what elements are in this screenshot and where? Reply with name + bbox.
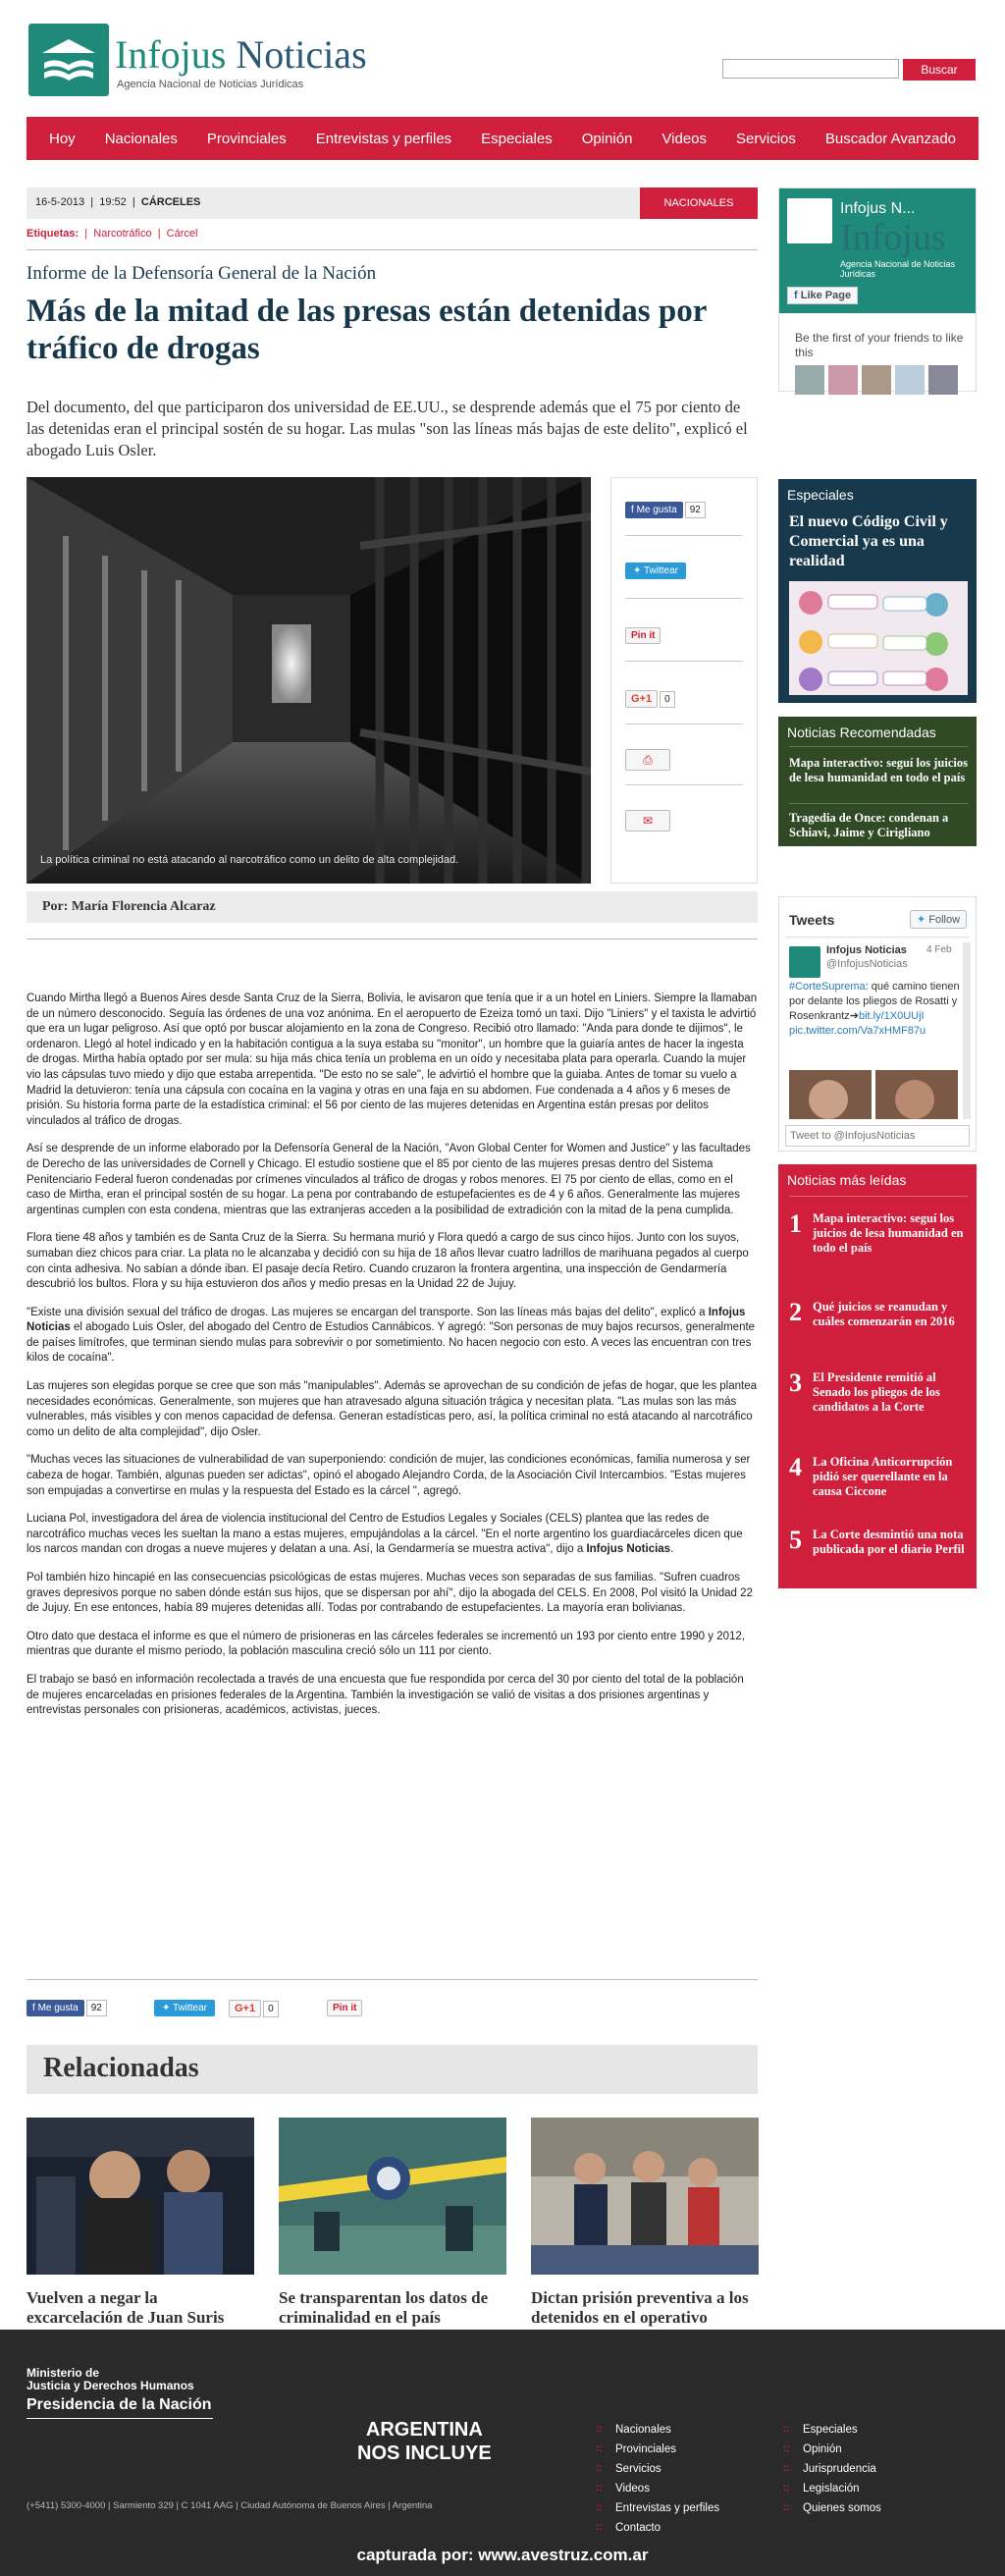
email-icon[interactable]: ✉ <box>625 810 670 832</box>
footer-link[interactable]: :: Provinciales <box>596 2440 719 2459</box>
divider <box>26 2418 213 2419</box>
google-plus-button[interactable]: G+1 <box>229 2000 261 2017</box>
divider <box>789 1196 968 1197</box>
footer-link[interactable]: :: Jurisprudencia <box>783 2459 881 2479</box>
site-title[interactable]: Infojus Noticias <box>115 32 367 77</box>
facebook-cover[interactable] <box>779 188 976 313</box>
tweet-date[interactable]: 4 Feb <box>926 944 952 955</box>
divider <box>789 746 968 747</box>
pin-it-button[interactable]: Pin it <box>327 2000 362 2016</box>
tweet-button[interactable]: ✦ Twittear <box>154 2000 215 2016</box>
divider <box>625 784 743 785</box>
nav-item-provinciales[interactable]: Provinciales <box>206 130 287 147</box>
recommended-item[interactable]: Mapa interactivo: seguí los juicios de lesa humanidad en todo el país <box>789 756 968 784</box>
article-paragraph: "Existe una división sexual del tráfico de drogas. Las mujeres se encargan del transporte. Son las líneas más bajas del delito", explicó a Infojus Noticias el abogado Luis Osler, del abogado del Centro de Estudios Cannábicos. Y agregó: "Son personas de muy bajos recursos, generalmente de países limítrofes, que terminan siendo mulas para sobrevivir o por sometimiento. No hacen negocio con esto. A veces las encuentran con tres kilos de cocaína". <box>26 1306 756 1365</box>
nav-item-entrevistas[interactable]: Entrevistas y perfiles <box>315 130 452 147</box>
tweet-text: #CorteSuprema: qué camino tienen por delante los pliegos de Rosatti y Rosenkrantz➔bit.ly/1X0UUjI pic.twitter.com/Va7xHMF87u <box>789 981 960 1037</box>
recommended-item[interactable]: Tragedia de Once: condenan a Schiavi, Jaime y Cirigliano <box>789 811 949 839</box>
tweet-link[interactable]: pic.twitter.com/Va7xHMF87u <box>789 1025 926 1037</box>
facebook-like-page-button[interactable]: f Like Page <box>787 287 858 304</box>
divider <box>625 598 743 599</box>
tweet-button[interactable]: ✦ Twittear <box>625 563 686 579</box>
twitter-bird-icon: ✦ <box>162 2003 171 2013</box>
facebook-like-group <box>26 2000 107 2016</box>
divider <box>625 535 743 536</box>
site-footer <box>0 2330 1005 2576</box>
article-headline: Más de la mitad de las presas están detenidas por tráfico de drogas <box>26 294 707 366</box>
tweet-link[interactable]: bit.ly/1X0UUjI <box>858 1010 925 1022</box>
footer-link[interactable]: :: Opinión <box>783 2440 881 2459</box>
nav-item-nacionales[interactable]: Nacionales <box>104 130 178 147</box>
tweet-to-input[interactable]: Tweet to @InfojusNoticias <box>785 1125 970 1147</box>
site-header <box>26 24 979 98</box>
related-title[interactable]: Vuelven a negar la excarcelación de Juan Suris <box>26 2288 225 2327</box>
article-lede: Del documento, del que participaron dos universidad de EE.UU., se desprende además que el 75 por ciento de las detenidas eran el principal sostén de su hogar. Las mulas "son las líneas más bajas de este delito", explicó el abogado Luis Osler. <box>26 398 748 459</box>
most-read-heading: Noticias más leídas <box>787 1172 907 1188</box>
google-plus-button[interactable]: G+1 <box>625 690 658 708</box>
main-nav <box>26 117 979 160</box>
nav-item-videos[interactable]: Videos <box>661 130 708 147</box>
recommended-heading: Noticias Recomendadas <box>787 724 936 740</box>
capture-credit: capturada por: www.avestruz.com.ar <box>356 2546 649 2564</box>
article-paragraph: "Muchas veces las situaciones de vulnerabilidad de van superponiendo: condición de mujer, las condiciones económicas, familia numerosa y ser cabeza de hogar. También, algunas pueden ser adictas", opinó el abogado Alejandro Corda, de la Asociación Civil Intercambios. "Estas mujeres son empujadas a convertirse en mulas y la respuesta del Estado es la cárcel ", agregó. <box>26 1454 751 1497</box>
most-read-title[interactable]: La Oficina Anticorrupción pidió ser querellante en la causa Ciccone <box>813 1455 953 1498</box>
nav-item-opinion[interactable]: Opinión <box>581 130 633 147</box>
email-group <box>625 810 670 832</box>
argentina-nos-incluye-logo[interactable]: ARGENTINA NOS INCLUYE <box>357 2419 492 2464</box>
image-caption: La política criminal no está atacando al narcotráfico como un delito de alta complejidad. <box>40 854 459 866</box>
twitter-bird-icon: ✦ <box>917 914 926 926</box>
especiales-image[interactable] <box>789 581 968 695</box>
article-paragraph: Flora tiene 48 años y también es de Santa Cruz de la Sierra. Su hermana murió y Flora quedó a cargo de sus cinco hijos. Junto con los suyos, sumaban diez chicos para criar. La plata no le alcanzaba y decidió con su hija de 18 años llevar cuatro ladrillos de marihuana pegados al cuerpo con cinta adhesiva. No sabían a dónde iban. El pasaje decía Retiro. Cuando cruzaron la frontera argentina, una inspección de Gendarmería descubrió los bultos. Flora y su hija estuvieron dos años y medio presas en la Unidad 22 de Jujuy. <box>26 1232 749 1291</box>
facebook-like-button[interactable]: f Me gusta <box>625 502 683 518</box>
facebook-like-button[interactable]: f Me gusta <box>26 2000 84 2016</box>
nav-item-especiales[interactable]: Especiales <box>481 130 553 147</box>
tweets-scrollbar[interactable] <box>963 942 971 1119</box>
article-paragraph: Así se desprende de un informe elaborado por la Defensoría General de la Nación, "Avon Global Center for Women and Justice" y las facultades de Derecho de las universidades de Cornell y Chicago. El estudio sostiene que el 85 por ciento de las mujeres presas dentro del Sistema Penitenciario Federal fueron condenadas por crímenes vinculados al tráfico de drogas y robos menores. El 75 por ciento de ellas, como en el caso de Mirtha, eran el principal sostén de su hogar. La pena por contrabando de estupefacientes es de 4 y 6 años. Generalmente las mujeres argentinas cumplen con esta condena, mientras que las extranjeras acceden a la posibilidad de extradición con la mitad de la pena cumplida. <box>26 1143 751 1216</box>
related-title[interactable]: Se transparentan los datos de criminalidad en el país <box>279 2288 489 2327</box>
article-image <box>26 477 591 884</box>
logo-icon[interactable] <box>28 24 109 96</box>
facebook-like-count: 92 <box>86 2000 107 2016</box>
related-image[interactable] <box>531 2118 759 2275</box>
most-read-number: 5 <box>789 1526 802 1554</box>
most-read-title[interactable]: Mapa interactivo: seguí los juicios de lesa humanidad en todo el país <box>813 1211 964 1255</box>
footer-link[interactable]: :: Quienes somos <box>783 2498 881 2518</box>
recommended-box <box>778 717 977 846</box>
most-read-number: 1 <box>789 1209 802 1238</box>
footer-link[interactable]: :: Contacto <box>596 2518 719 2538</box>
search-input[interactable] <box>722 59 899 79</box>
article-paragraph: Pol también hizo hincapié en las consecuencias psicológicas de estas mujeres. Muchas veces son separadas de sus familias. "Sufren cuadros graves depresivos porque no saben dónde están sus hijos, que se dispersan por ahí", dijo la abogada del CELS. En 2008, Pol visitó la Unidad 22 de Jujuy. En ese entonces, había 89 mujeres detenidas allí. Todas por contrabando de estupefacientes. La mayoría eran bolivianas. <box>26 1572 753 1615</box>
most-read-number: 4 <box>789 1453 802 1481</box>
article-body <box>26 992 758 1732</box>
friend-avatar[interactable] <box>795 365 824 395</box>
print-group <box>625 749 670 771</box>
facebook-icon: f <box>631 505 634 515</box>
facebook-cover-logo: Infojus <box>840 217 946 258</box>
friend-avatar[interactable] <box>928 365 958 395</box>
share-panel <box>610 477 758 884</box>
especiales-title[interactable]: El nuevo Código Civil y Comercial ya es una realidad <box>789 513 948 569</box>
footer-link[interactable]: :: Videos <box>596 2479 719 2498</box>
ministry-name[interactable]: Ministerio de Justicia y Derechos Humanos <box>26 2366 194 2392</box>
tweet-image[interactable] <box>789 1070 958 1119</box>
tags-row: Etiquetas: | Narcotráfico | Cárcel <box>26 228 198 240</box>
twitter-group <box>625 563 686 579</box>
friend-avatar[interactable] <box>895 365 925 395</box>
tweet-author-handle[interactable]: @InfojusNoticias <box>826 958 908 970</box>
bottom-share-row <box>26 2000 758 2023</box>
tweets-heading: Tweets <box>789 912 835 928</box>
site-subtitle: Agencia Nacional de Noticias Jurídicas <box>117 79 304 90</box>
google-plus-group <box>229 2000 279 2017</box>
related-image[interactable] <box>26 2118 254 2275</box>
most-read-title[interactable]: Qué juicios se reanudan y cuáles comenzarán en 2016 <box>813 1300 955 1328</box>
most-read-title[interactable]: La Corte desmintió una nota publicada por el diario Perfil <box>813 1528 965 1556</box>
facebook-page-widget <box>778 188 977 392</box>
twitter-bird-icon: ✦ <box>633 565 642 576</box>
related-image[interactable] <box>279 2118 506 2275</box>
nav-item-servicios[interactable]: Servicios <box>736 130 796 147</box>
related-heading-bar <box>26 2045 758 2094</box>
related-heading: Relacionadas <box>43 2053 199 2083</box>
most-read-number: 2 <box>789 1298 802 1326</box>
facebook-page-avatar[interactable] <box>787 198 832 243</box>
footer-link[interactable]: :: Nacionales <box>596 2420 719 2440</box>
especiales-heading: Especiales <box>787 487 854 503</box>
facebook-friends-text: Be the first of your friends to like this <box>795 331 964 359</box>
search-button[interactable]: Buscar <box>903 59 976 80</box>
most-read-box <box>778 1164 977 1588</box>
most-read-title[interactable]: El Presidente remitió al Senado los pliegos de los candidatos a la Corte <box>813 1370 940 1414</box>
friend-avatar[interactable] <box>828 365 858 395</box>
article-paragraph: Cuando Mirtha llegó a Buenos Aires desde Santa Cruz de la Sierra, Bolivia, le avisaron que tenía que ir a un hotel en Liniers. Siempre la llamaban de un número desconocido. Seguía las órdenes de una voz anónima. En el aeropuerto de Ezeiza tomó un taxi. Dijo "Liniers" y el taxista le advirtió que era un lugar peligroso. Así que optó por buscar alojamiento en la zona de Congreso. Recibió otro llamado: "Anda para donde te dijimos", le ordenaron. Llegó al hotel indicado y en la habitación contigua a la suya estaba su "monitor", un hombre que la guiaría antes de hacer la ingesta de drogas. Mirtha había optado por ser mula: su hija más chica tenía un problema en un oído y necesitaba plata para operarla. Cuando la mujer vio las cápsulas tuvo miedo y dijo que estaba arrepentida. "De esto no se sale", le advirtió el hombre que la guiaba. Antes de tomar su vuelo a Madrid la detuvieron: tenía una cápsula con cocaína en la vagina y otras en una faja en su abdomen. Fue condenada a 4 años y 6 meses de prisión. Su historia forma parte de la estadística criminal: el 56 por ciento de las mujeres detenidas en Argentina están presas por delitos vinculados al tráfico de drogas. <box>26 993 758 1127</box>
most-read-number: 3 <box>789 1368 802 1397</box>
section-tag[interactable]: NACIONALES <box>640 188 758 219</box>
article-meta-bar: 16-5-2013 | 19:52 | CÁRCELES <box>26 188 758 219</box>
footer-link[interactable]: :: Servicios <box>596 2459 719 2479</box>
tweet-avatar[interactable] <box>789 946 820 978</box>
facebook-like-count: 92 <box>685 502 706 518</box>
facebook-icon: f <box>32 2003 35 2013</box>
footer-link[interactable]: :: Especiales <box>783 2420 881 2440</box>
nav-item-hoy[interactable]: Hoy <box>49 130 76 147</box>
facebook-cover-subtitle: Agencia Nacional de Noticias Jurídicas <box>840 259 956 279</box>
footer-link[interactable]: :: Entrevistas y perfiles <box>596 2498 719 2518</box>
divider <box>26 1979 758 1980</box>
divider <box>625 661 743 662</box>
article-paragraph: Otro dato que destaca el informe es que el número de prisioneras en las cárceles federales se incrementó un 193 por ciento entre 1990 y 2012, mientras que durante el mismo periodo, la población masculina creció sólo un 111 por ciento. <box>26 1630 745 1658</box>
google-plus-group <box>625 690 675 708</box>
divider <box>785 937 970 938</box>
twitter-follow-button[interactable]: ✦ Follow <box>910 910 967 929</box>
tweet-hashtag[interactable]: #CorteSuprema <box>789 981 866 993</box>
footer-links-col-1 <box>596 2420 719 2538</box>
pin-it-button[interactable]: Pin it <box>625 627 661 644</box>
friend-avatar[interactable] <box>862 365 891 395</box>
facebook-like-group <box>625 502 706 518</box>
article-date: 16-5-2013 <box>35 196 85 208</box>
article-section[interactable]: CÁRCELES <box>140 196 201 208</box>
nav-item-buscador[interactable]: Buscador Avanzado <box>824 130 957 147</box>
facebook-icon: f <box>794 290 798 301</box>
divider <box>26 249 758 250</box>
tweet-author-name[interactable]: Infojus Noticias <box>826 944 907 956</box>
footer-link[interactable]: :: Legislación <box>783 2479 881 2498</box>
google-plus-count: 0 <box>660 691 675 708</box>
article-kicker: Informe de la Defensoría General de la Nación <box>26 263 377 284</box>
tag-link[interactable]: Narcotráfico <box>93 228 152 240</box>
print-icon[interactable]: ⎙ <box>625 749 670 771</box>
footer-address: (+5411) 5300-4000 | Sarmiento 329 | C 1041 AAG | Ciudad Autónoma de Buenos Aires | Argentina <box>26 2500 433 2511</box>
footer-links-col-2 <box>783 2420 881 2518</box>
tag-link[interactable]: Cárcel <box>166 228 198 240</box>
article-paragraph: Luciana Pol, investigadora del área de violencia institucional del Centro de Estudios Legales y Sociales (CELS) plantea que las redes de narcotráfico muchas veces les sueltan la mano a estas mujeres, empujándolas a la cárcel. "En el norte argentino los guardiacárceles dicen que los narcos mandan con drogas a nueve mujeres y delatan a una. Así, la Gendarmería se muestra activa", dijo a Infojus Noticias. <box>26 1513 743 1556</box>
author-name: Por: María Florencia Alcaraz <box>42 899 216 914</box>
related-card[interactable] <box>531 2118 759 2347</box>
article-time: 19:52 <box>99 196 127 208</box>
facebook-page-name[interactable]: Infojus N... <box>840 200 916 217</box>
article-paragraph: El trabajo se basó en información recolectada a través de una encuesta que fue respondida por cerca del 30 por ciento del total de la población de mujeres encarceladas en prisiones federales de la Argentina. También la investigación se valió de visitas a dos prisiones argentinas y entrevistas personales con prisioneras, académicos, activistas, jueces. <box>26 1673 744 1717</box>
divider <box>789 803 968 804</box>
pinterest-group <box>625 627 661 644</box>
especiales-box <box>778 479 977 703</box>
twitter-widget <box>778 896 977 1152</box>
related-card[interactable] <box>279 2118 506 2328</box>
google-plus-count: 0 <box>263 2001 279 2017</box>
related-title[interactable]: Dictan prisión preventiva a los detenidos en el operativo <box>531 2288 749 2327</box>
related-card[interactable] <box>26 2118 254 2328</box>
author-bar <box>26 891 758 923</box>
presidency-name[interactable]: Presidencia de la Nación <box>26 2396 212 2413</box>
article-paragraph: Las mujeres son elegidas porque se cree que son más "manipulables". Además se aprovechan de su condición de jefas de hogar, que les plantea necesidades económicas. Generalmente, son mujeres que han atravesado alguna situación trágica y necesitan plata. "Las mulas son las más vulnerables, más visibles y con menos capacidad de defensa. Generan estadísticas pero, así, la política criminal no está atacando al narcotráfico como un delito de alta complejidad", dijo Osler. <box>26 1380 758 1438</box>
